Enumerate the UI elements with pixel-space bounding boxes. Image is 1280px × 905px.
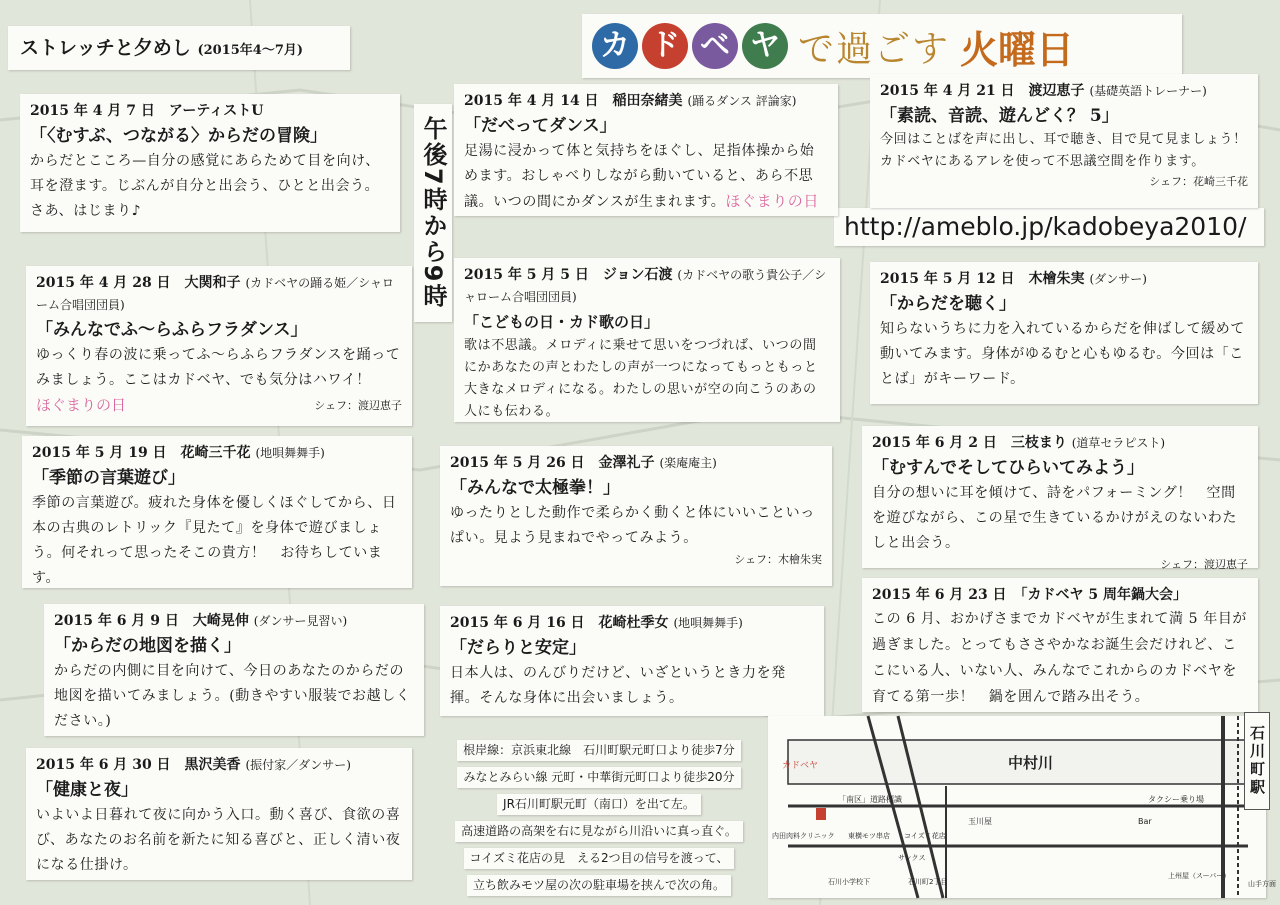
- event-title: 「からだの地図を描く」: [54, 636, 241, 656]
- event-card-0512: [870, 262, 1258, 404]
- access-map: [768, 716, 1276, 898]
- map-l9: 石川小学校下: [828, 878, 870, 886]
- event-title: 「季節の言葉遊び」: [32, 468, 185, 488]
- event-head: 2015 年 5 月 12 日 木檜朱実 (ダンサー): [880, 271, 1147, 287]
- banner-mid: で過ごす: [798, 28, 951, 70]
- title-text: ストレッチと夕めし: [20, 37, 191, 59]
- banner: [582, 14, 1182, 78]
- event-card-0519: [22, 436, 412, 588]
- chef-label: シェフ：木檜朱実: [734, 553, 822, 566]
- event-head: 2015 年 6 月 16 日 花崎杜季女 (地唄舞舞手): [450, 615, 743, 631]
- event-body: 今回はことばを声に出し、耳で聴き、目で見て見ましょう！ カドベヤにあるアレを使って不思議空間を作ります。: [880, 132, 1247, 169]
- title-period: (2015年4〜7月): [197, 43, 304, 58]
- event-head: 2015 年 6 月 30 日 黒沢美香 (振付家／ダンサー): [36, 757, 351, 773]
- map-taxi: タクシー乗り場: [1148, 795, 1204, 804]
- map-l10: 石川町2丁目: [908, 878, 948, 886]
- chef-label: シェフ：渡辺恵子: [314, 398, 402, 412]
- map-l3: 東横モツ串店: [848, 832, 890, 840]
- event-head: 2015 年 4 月 7 日 アーティストU: [30, 103, 264, 119]
- event-head: 2015 年 4 月 14 日 稲田奈緒美 (踊るダンス 評論家): [464, 93, 797, 109]
- event-card-0414: [454, 84, 838, 216]
- chef-label: シェフ：花崎三千花: [1149, 175, 1248, 188]
- event-body: 自分の想いに耳を傾けて、詩をパフォーミング！ 空間を遊びながら、この星で生きているかけがえのないわたしと出会う。: [872, 485, 1237, 551]
- map-l4: コイズミ花店: [904, 832, 946, 840]
- event-head: 2015 年 6 月 2 日 三枝まり (道草セラピスト): [872, 435, 1166, 451]
- event-head: 2015 年 6 月 23 日 「カドベヤ 5 周年鍋大会」: [872, 587, 1188, 603]
- map-kadobeya: カドベヤ: [782, 761, 819, 771]
- event-body: 季節の言葉遊び。疲れた身体を優しくほぐしてから、日本の古典のレトリック『見たて』を身体で遊びましょう。何それって思ったそこの貴方！ お待ちしています。: [32, 495, 397, 586]
- event-title: 「みんなで太極拳！」: [450, 478, 620, 498]
- blog-url[interactable]: http://ameblo.jp/kadobeya2010/: [834, 208, 1264, 246]
- hogumari-label: ほぐまりの日: [36, 396, 127, 414]
- event-title: 「だらりと安定」: [450, 638, 586, 658]
- banner-ya: ヤ: [742, 23, 788, 69]
- map-drawing: [768, 716, 1276, 898]
- event-card-0505: [454, 258, 840, 422]
- banner-ka: カ: [592, 23, 638, 69]
- map-l7: Bar: [1138, 817, 1152, 826]
- event-body: からだの内側に目を向けて、今日のあなたのからだの地図を描いてみましょう。(動きやすい服装でお越しください。): [54, 663, 411, 729]
- event-title: 「むすんでそしてひらいてみよう」: [872, 458, 1144, 478]
- event-head: 2015 年 4 月 21 日 渡辺恵子 (基礎英語トレーナー): [880, 83, 1207, 99]
- station-label: 石川町駅: [1244, 712, 1270, 810]
- event-card-0623: [862, 578, 1258, 712]
- map-l8: 上州屋（スーパー）: [1168, 872, 1231, 880]
- event-body: からだとこころ—自分の感覚にあらためて目を向け、耳を澄ます。じぶんが自分と出会う、ひとと出会う。さあ、はじまり♪: [30, 153, 380, 219]
- event-body: 知らないうちに力を入れているからだを伸ばして緩めて動いてみます。身体がゆるむと心もゆるむ。今回は「ことば」がキーワード。: [880, 321, 1245, 387]
- event-body: いよいよ日暮れて夜に向かう入口。動く喜び、食欲の喜び、あなたのお名前を新たに知る喜びと、正しく清い夜になる仕掛け。: [36, 807, 401, 873]
- map-l12: 山手方面: [1248, 880, 1276, 888]
- event-card-0630: [26, 748, 412, 880]
- chef-label: シェフ：渡辺恵子: [1160, 558, 1248, 571]
- event-card-0407: [20, 94, 400, 232]
- banner-tuesday: 火曜日: [960, 27, 1075, 72]
- direction-line: JR石川町駅元町（南口）を出て左。: [497, 794, 701, 815]
- banner-do: ド: [642, 23, 688, 69]
- direction-line: 根岸線：京浜東北線 石川町駅元町口より徒歩7分: [457, 740, 741, 761]
- event-body: 足湯に浸かって体と気持ちをほぐし、足指体操から始めます。おしゃべりしながら動いていると、あら不思議。いつの間にかダンスが生まれます。ほぐまりの日: [464, 143, 820, 210]
- event-head: 2015 年 6 月 9 日 大崎晃伸 (ダンサー見習い): [54, 613, 348, 629]
- event-card-0616: [440, 606, 824, 716]
- map-road: 「南区」道路標識: [838, 795, 902, 804]
- direction-line: 立ち飲みモツ屋の次の駐車場を挟んで次の角。: [467, 875, 731, 896]
- event-body: ゆったりとした動作で柔らかく動くと体にいいこといっぱい。見よう見まねでやってみよう。: [450, 505, 815, 546]
- event-title: 「だべってダンス」: [464, 116, 617, 136]
- event-head: 2015 年 5 月 26 日 金澤礼子 (楽庵庵主): [450, 455, 717, 471]
- event-title: 「健康と夜」: [36, 780, 138, 800]
- direction-line: コイズミ花店の見 える2つ目の信号を渡って、: [464, 848, 735, 869]
- event-body: ゆっくり春の波に乗ってふ〜らふらフラダンスを踊ってみましょう。ここはカドベヤ、でも気分はハワイ！: [36, 347, 401, 388]
- event-head: 2015 年 5 月 5 日 ジョン石渡 (カドベヤの歌う貴公子／シャローム合唱団団員): [464, 267, 827, 304]
- event-card-0421: [870, 74, 1258, 208]
- event-body: この 6 月、おかげさまでカドベヤが生まれて満 5 年目が過ぎました。とってもささやかなお誕生会だけれど、ここにいる人、いない人、みんなでこれからのカドベヤを育てる第一歩！ 鍋を囲んで踏み出そう。: [872, 611, 1248, 705]
- event-card-0609: [44, 604, 424, 736]
- directions: [434, 740, 764, 902]
- event-head: 2015 年 5 月 19 日 花崎三千花 (地唄舞舞手): [32, 445, 325, 461]
- banner-be: ベ: [692, 23, 738, 69]
- map-river: 中村川: [1008, 754, 1054, 772]
- event-title: 「素読、音読、遊んどく？ 5」: [880, 106, 1119, 126]
- event-card-0602: [862, 426, 1258, 571]
- map-l1: 内田肉料クリニック: [772, 832, 835, 840]
- direction-line: みなとみらい線 元町・中華街元町口より徒歩20分: [457, 767, 740, 788]
- event-title: 「からだを聴く」: [880, 294, 1016, 314]
- map-l6: サンクス: [898, 854, 926, 862]
- event-card-0428: [26, 266, 412, 426]
- event-body: 歌は不思議。メロディに乗せて思いをつづれば、いつの間にかあなたの声とわたしの声が一つになってもっともっと大きなメロディになる。わたしの思いが空の向こうのあの人にも伝わる。: [464, 338, 818, 419]
- event-title: 「〈むすぶ、つながる〉からだの冒険」: [30, 126, 327, 146]
- event-card-0526: [440, 446, 832, 586]
- time-label: 午後7時から9時: [414, 104, 452, 322]
- event-body: 日本人は、のんびりだけど、いざというとき力を発揮。そんな身体に出会いましょう。: [450, 665, 786, 706]
- event-head: 2015 年 4 月 28 日 大関和子 (カドベヤの踊る姫／シャローム合唱団団員): [36, 275, 394, 312]
- hogumari-label: ほぐまりの日: [725, 192, 820, 210]
- direction-line: 高速道路の高架を右に見ながら川沿いに真っ直ぐ。: [455, 821, 743, 842]
- map-l5: 玉川屋: [968, 817, 992, 826]
- flyer-title: [8, 26, 350, 70]
- event-title: 「みんなでふ〜らふらフラダンス」: [36, 320, 308, 340]
- event-title: 「こどもの日・カド歌の日」: [464, 313, 660, 331]
